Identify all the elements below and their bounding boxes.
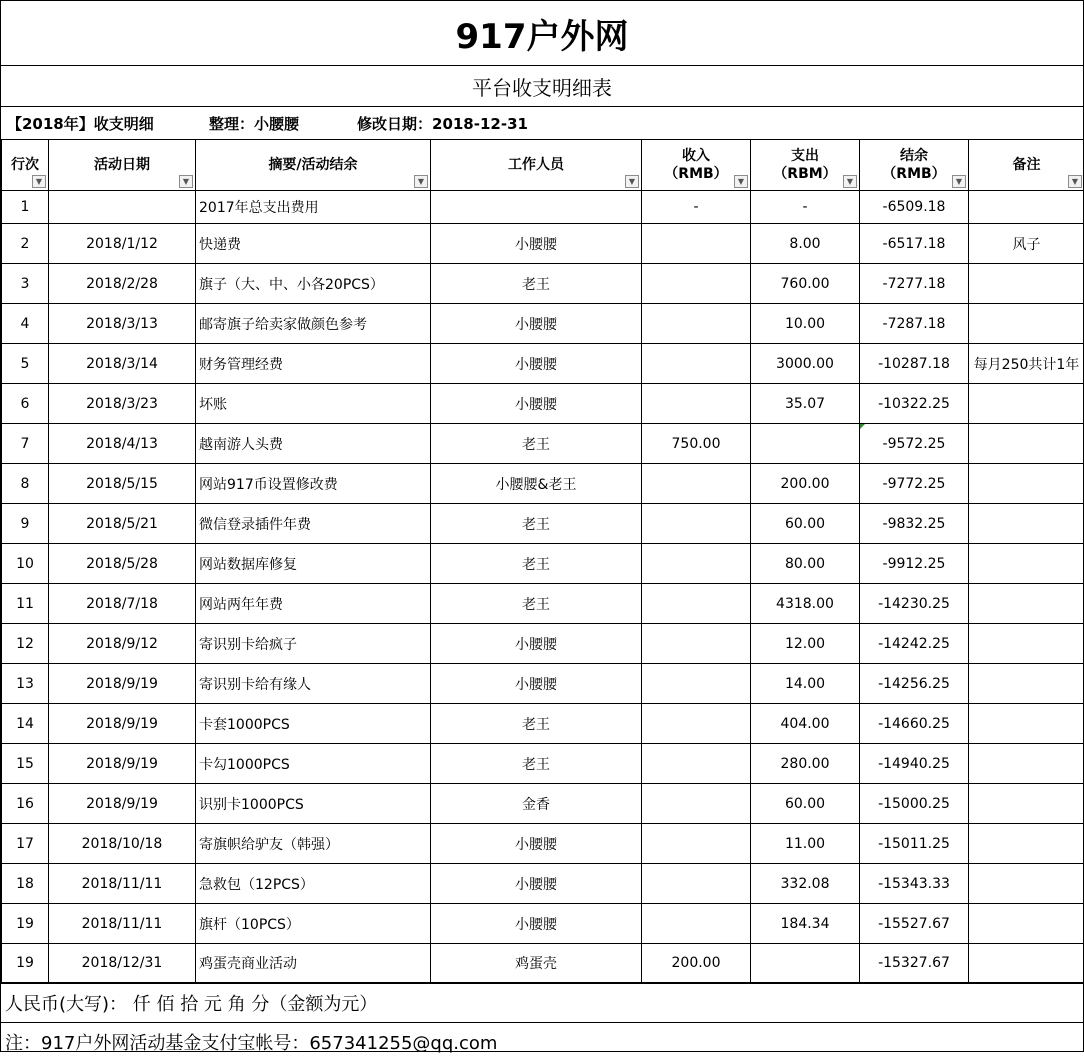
- cell-date[interactable]: 2018/3/14: [49, 344, 196, 384]
- ledger-table: [1, 139, 1084, 983]
- cell-staff[interactable]: 老王: [431, 584, 642, 624]
- cell-balance[interactable]: -6509.18: [860, 191, 969, 224]
- header-summary[interactable]: 摘要/活动结余 ▼: [196, 140, 431, 191]
- filter-dropdown-icon[interactable]: ▼: [32, 175, 46, 188]
- cell-expense[interactable]: 200.00: [751, 464, 860, 504]
- cell-balance[interactable]: -9832.25: [860, 504, 969, 544]
- filter-dropdown-icon[interactable]: ▼: [1068, 175, 1082, 188]
- cell-income[interactable]: [642, 464, 751, 504]
- cell-income[interactable]: [642, 544, 751, 584]
- cell-staff[interactable]: 金香: [431, 784, 642, 824]
- cell-expense[interactable]: 280.00: [751, 744, 860, 784]
- cell-staff[interactable]: 小腰腰: [431, 864, 642, 904]
- cell-balance[interactable]: -10287.18: [860, 344, 969, 384]
- filter-dropdown-icon[interactable]: ▼: [734, 175, 748, 188]
- cell-row-no[interactable]: 13: [2, 664, 49, 704]
- header-staff[interactable]: 工作人员 ▼: [431, 140, 642, 191]
- cell-balance[interactable]: -7277.18: [860, 264, 969, 304]
- cell-expense[interactable]: 3000.00: [751, 344, 860, 384]
- cell-remark[interactable]: [969, 384, 1084, 424]
- cell-staff[interactable]: 小腰腰: [431, 344, 642, 384]
- cell-income[interactable]: [642, 224, 751, 264]
- cell-summary[interactable]: 寄旗帜给驴友（韩强）: [196, 824, 431, 864]
- cell-income[interactable]: [642, 784, 751, 824]
- cell-remark[interactable]: [969, 824, 1084, 864]
- cell-date[interactable]: 2018/9/12: [49, 624, 196, 664]
- header-balance[interactable]: 结余 （RMB） ▼: [860, 140, 969, 191]
- cell-staff[interactable]: 小腰腰: [431, 904, 642, 944]
- cell-summary[interactable]: 网站两年年费: [196, 584, 431, 624]
- cell-date[interactable]: 2018/2/28: [49, 264, 196, 304]
- cell-row-no[interactable]: 15: [2, 744, 49, 784]
- table-row: [2, 944, 1084, 983]
- sheet-subtitle: 平台收支明细表: [1, 66, 1083, 107]
- cell-staff[interactable]: 小腰腰: [431, 384, 642, 424]
- cell-remark[interactable]: [969, 744, 1084, 784]
- cell-row-no[interactable]: 4: [2, 304, 49, 344]
- cell-remark[interactable]: [969, 704, 1084, 744]
- cell-row-no[interactable]: 12: [2, 624, 49, 664]
- ledger-body: [2, 191, 1084, 983]
- cell-remark[interactable]: [969, 191, 1084, 224]
- cell-summary[interactable]: 2017年总支出费用: [196, 191, 431, 224]
- cell-remark[interactable]: [969, 304, 1084, 344]
- cell-staff[interactable]: 老王: [431, 264, 642, 304]
- header-remark[interactable]: 备注 ▼: [969, 140, 1084, 191]
- cell-staff[interactable]: 小腰腰: [431, 224, 642, 264]
- table-row: [2, 344, 1084, 384]
- cell-date[interactable]: 2018/9/19: [49, 784, 196, 824]
- table-row: [2, 744, 1084, 784]
- filter-dropdown-icon[interactable]: ▼: [952, 175, 966, 188]
- cell-balance[interactable]: -10322.25: [860, 384, 969, 424]
- filter-dropdown-icon[interactable]: ▼: [179, 175, 193, 188]
- cell-date[interactable]: 2018/5/15: [49, 464, 196, 504]
- cell-expense[interactable]: 8.00: [751, 224, 860, 264]
- payment-note: 注：917户外网活动基金支付宝帐号：657341255@qq.com: [1, 1023, 1083, 1061]
- header-expense[interactable]: 支出 （RBM） ▼: [751, 140, 860, 191]
- cell-row-no[interactable]: 9: [2, 504, 49, 544]
- cell-row-no[interactable]: 2: [2, 224, 49, 264]
- cell-staff[interactable]: 老王: [431, 744, 642, 784]
- meta-organizer: 整理：小腰腰: [209, 113, 357, 134]
- header-row: [2, 140, 1084, 191]
- cell-date[interactable]: 2018/5/28: [49, 544, 196, 584]
- cell-summary[interactable]: 旗杆（10PCS）: [196, 904, 431, 944]
- cell-income[interactable]: [642, 264, 751, 304]
- table-row: [2, 624, 1084, 664]
- cell-income[interactable]: [642, 744, 751, 784]
- cell-summary[interactable]: 微信登录插件年费: [196, 504, 431, 544]
- cell-summary[interactable]: 卡勾1000PCS: [196, 744, 431, 784]
- cell-balance[interactable]: -9572.25: [860, 424, 969, 464]
- cell-staff[interactable]: 鸡蛋壳: [431, 944, 642, 983]
- cell-date[interactable]: 2018/10/18: [49, 824, 196, 864]
- cell-remark[interactable]: [969, 464, 1084, 504]
- cell-remark[interactable]: [969, 544, 1084, 584]
- cell-date[interactable]: 2018/12/31: [49, 944, 196, 983]
- cell-expense[interactable]: 14.00: [751, 664, 860, 704]
- meta-section: 【2018年】收支明细: [7, 113, 209, 134]
- cell-balance[interactable]: -9912.25: [860, 544, 969, 584]
- cell-income[interactable]: [642, 704, 751, 744]
- cell-date[interactable]: 2018/4/13: [49, 424, 196, 464]
- cell-row-no[interactable]: 10: [2, 544, 49, 584]
- cell-balance[interactable]: -14242.25: [860, 624, 969, 664]
- cell-expense[interactable]: 332.08: [751, 864, 860, 904]
- cell-row-no[interactable]: 19: [2, 944, 49, 983]
- cell-remark[interactable]: [969, 664, 1084, 704]
- cell-staff[interactable]: [431, 191, 642, 224]
- cell-date[interactable]: 2018/3/13: [49, 304, 196, 344]
- cell-summary[interactable]: 越南游人头费: [196, 424, 431, 464]
- cell-remark[interactable]: [969, 864, 1084, 904]
- cell-date[interactable]: 2018/9/19: [49, 664, 196, 704]
- cell-remark[interactable]: [969, 584, 1084, 624]
- cell-date[interactable]: 2018/5/21: [49, 504, 196, 544]
- cell-summary[interactable]: 旗子（大、中、小各20PCS）: [196, 264, 431, 304]
- cell-expense[interactable]: 760.00: [751, 264, 860, 304]
- cell-summary[interactable]: 卡套1000PCS: [196, 704, 431, 744]
- table-row: [2, 224, 1084, 264]
- cell-row-no[interactable]: 8: [2, 464, 49, 504]
- cell-staff[interactable]: 小腰腰: [431, 624, 642, 664]
- cell-staff[interactable]: 老王: [431, 504, 642, 544]
- cell-income[interactable]: [642, 624, 751, 664]
- cell-expense[interactable]: [751, 944, 860, 983]
- cell-date[interactable]: 2018/11/11: [49, 864, 196, 904]
- cell-balance[interactable]: -14940.25: [860, 744, 969, 784]
- cell-income[interactable]: 750.00: [642, 424, 751, 464]
- cell-remark[interactable]: [969, 624, 1084, 664]
- cell-summary[interactable]: 寄识别卡给有缘人: [196, 664, 431, 704]
- cell-date[interactable]: 2018/3/23: [49, 384, 196, 424]
- cell-summary[interactable]: 财务管理经费: [196, 344, 431, 384]
- cell-staff[interactable]: 老王: [431, 704, 642, 744]
- table-row: [2, 264, 1084, 304]
- cell-remark[interactable]: [969, 784, 1084, 824]
- header-income[interactable]: 收入 （RMB） ▼: [642, 140, 751, 191]
- table-row: [2, 904, 1084, 944]
- table-row: [2, 424, 1084, 464]
- cell-staff[interactable]: 小腰腰&老王: [431, 464, 642, 504]
- cell-income[interactable]: [642, 584, 751, 624]
- cell-expense[interactable]: 404.00: [751, 704, 860, 744]
- cell-expense[interactable]: 60.00: [751, 504, 860, 544]
- cell-income[interactable]: 200.00: [642, 944, 751, 983]
- cell-expense[interactable]: -: [751, 191, 860, 224]
- cell-remark[interactable]: 风子: [969, 224, 1084, 264]
- header-row-no[interactable]: 行次 ▼: [2, 140, 49, 191]
- cell-income[interactable]: [642, 504, 751, 544]
- cell-income[interactable]: [642, 664, 751, 704]
- cell-balance[interactable]: -9772.25: [860, 464, 969, 504]
- cell-date[interactable]: 2018/9/19: [49, 744, 196, 784]
- cell-remark[interactable]: [969, 904, 1084, 944]
- cell-summary[interactable]: 寄识别卡给疯子: [196, 624, 431, 664]
- table-row: [2, 304, 1084, 344]
- cell-expense[interactable]: 184.34: [751, 904, 860, 944]
- meta-row: [1, 107, 1083, 139]
- cell-summary[interactable]: 识别卡1000PCS: [196, 784, 431, 824]
- cell-row-no[interactable]: 6: [2, 384, 49, 424]
- cell-income[interactable]: [642, 344, 751, 384]
- cell-summary[interactable]: 急救包（12PCS）: [196, 864, 431, 904]
- table-row: [2, 664, 1084, 704]
- filter-dropdown-icon[interactable]: ▼: [625, 175, 639, 188]
- cell-remark[interactable]: [969, 264, 1084, 304]
- cell-balance[interactable]: -7287.18: [860, 304, 969, 344]
- table-row: [2, 544, 1084, 584]
- table-row: [2, 784, 1084, 824]
- cell-staff[interactable]: 小腰腰: [431, 664, 642, 704]
- cell-income[interactable]: [642, 824, 751, 864]
- cell-remark[interactable]: [969, 944, 1084, 983]
- cell-staff[interactable]: 老王: [431, 424, 642, 464]
- cell-row-no[interactable]: 3: [2, 264, 49, 304]
- amount-in-words: 人民币(大写)： 仟 佰 拾 元 角 分（金额为元）: [1, 983, 1083, 1023]
- cell-staff[interactable]: 老王: [431, 544, 642, 584]
- cell-expense[interactable]: [751, 424, 860, 464]
- cell-remark[interactable]: 每月250共计1年: [969, 344, 1084, 384]
- cell-date[interactable]: 2018/11/11: [49, 904, 196, 944]
- cell-balance[interactable]: -15343.33: [860, 864, 969, 904]
- cell-summary[interactable]: 网站917币设置修改费: [196, 464, 431, 504]
- cell-income[interactable]: [642, 304, 751, 344]
- cell-balance[interactable]: -15011.25: [860, 824, 969, 864]
- table-row: [2, 504, 1084, 544]
- table-row: [2, 584, 1084, 624]
- cell-income[interactable]: [642, 904, 751, 944]
- cell-income[interactable]: [642, 864, 751, 904]
- cell-row-no[interactable]: 19: [2, 904, 49, 944]
- cell-row-no[interactable]: 17: [2, 824, 49, 864]
- cell-row-no[interactable]: 7: [2, 424, 49, 464]
- cell-balance[interactable]: -14660.25: [860, 704, 969, 744]
- table-row: [2, 384, 1084, 424]
- cell-remark[interactable]: [969, 504, 1084, 544]
- cell-summary[interactable]: 网站数据库修复: [196, 544, 431, 584]
- comment-indicator-icon[interactable]: [860, 424, 865, 429]
- cell-balance[interactable]: -14230.25: [860, 584, 969, 624]
- cell-row-no[interactable]: 14: [2, 704, 49, 744]
- cell-row-no[interactable]: 16: [2, 784, 49, 824]
- cell-date[interactable]: 2018/9/19: [49, 704, 196, 744]
- cell-expense[interactable]: 80.00: [751, 544, 860, 584]
- meta-modified: 修改日期：2018-12-31: [357, 113, 528, 134]
- cell-remark[interactable]: [969, 424, 1084, 464]
- cell-expense[interactable]: 10.00: [751, 304, 860, 344]
- cell-row-no[interactable]: 5: [2, 344, 49, 384]
- cell-balance[interactable]: -15527.67: [860, 904, 969, 944]
- table-row: [2, 704, 1084, 744]
- cell-row-no[interactable]: 18: [2, 864, 49, 904]
- cell-row-no[interactable]: 1: [2, 191, 49, 224]
- cell-date[interactable]: 2018/1/12: [49, 224, 196, 264]
- cell-income[interactable]: [642, 384, 751, 424]
- cell-expense[interactable]: 11.00: [751, 824, 860, 864]
- table-row: [2, 864, 1084, 904]
- filter-dropdown-icon[interactable]: ▼: [414, 175, 428, 188]
- cell-staff[interactable]: 小腰腰: [431, 824, 642, 864]
- header-date[interactable]: 活动日期 ▼: [49, 140, 196, 191]
- cell-balance[interactable]: -14256.25: [860, 664, 969, 704]
- sheet-title: 917户外网: [1, 1, 1083, 66]
- cell-balance[interactable]: -6517.18: [860, 224, 969, 264]
- cell-summary[interactable]: 坏账: [196, 384, 431, 424]
- cell-expense[interactable]: 12.00: [751, 624, 860, 664]
- cell-expense[interactable]: 4318.00: [751, 584, 860, 624]
- cell-income[interactable]: -: [642, 191, 751, 224]
- cell-expense[interactable]: 35.07: [751, 384, 860, 424]
- cell-expense[interactable]: 60.00: [751, 784, 860, 824]
- cell-summary[interactable]: 鸡蛋壳商业活动: [196, 944, 431, 983]
- filter-dropdown-icon[interactable]: ▼: [843, 175, 857, 188]
- cell-date[interactable]: [49, 191, 196, 224]
- cell-balance[interactable]: -15327.67: [860, 944, 969, 983]
- table-row: [2, 464, 1084, 504]
- cell-summary[interactable]: 快递费: [196, 224, 431, 264]
- cell-staff[interactable]: 小腰腰: [431, 304, 642, 344]
- cell-row-no[interactable]: 11: [2, 584, 49, 624]
- table-row: [2, 824, 1084, 864]
- cell-balance[interactable]: -15000.25: [860, 784, 969, 824]
- cell-date[interactable]: 2018/7/18: [49, 584, 196, 624]
- cell-summary[interactable]: 邮寄旗子给卖家做颜色参考: [196, 304, 431, 344]
- table-row: [2, 191, 1084, 224]
